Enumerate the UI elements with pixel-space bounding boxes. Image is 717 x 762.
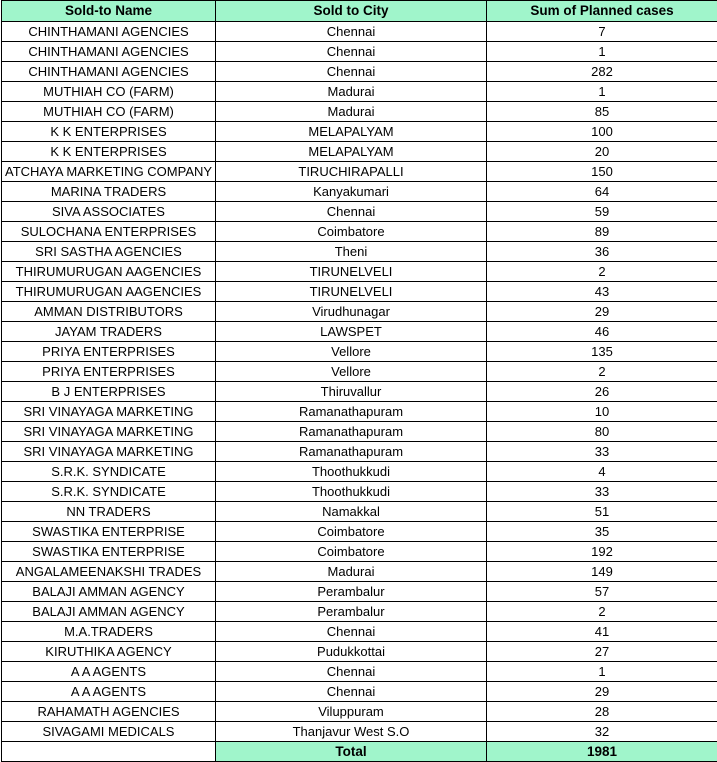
table-row bbox=[2, 462, 717, 482]
table-row bbox=[2, 282, 717, 302]
planned-cases-cell[interactable]: 282 bbox=[487, 62, 717, 82]
total-row bbox=[2, 742, 717, 762]
planned-cases-cell[interactable]: 192 bbox=[487, 542, 717, 562]
planned-cases-cell[interactable]: 33 bbox=[487, 482, 717, 502]
table-row bbox=[2, 482, 717, 502]
table-row bbox=[2, 182, 717, 202]
planned-cases-cell[interactable]: 4 bbox=[487, 462, 717, 482]
sold-to-name-cell[interactable]: K K ENTERPRISES bbox=[2, 122, 216, 142]
sold-to-name-cell[interactable]: PRIYA ENTERPRISES bbox=[2, 342, 216, 362]
planned-cases-cell[interactable]: 41 bbox=[487, 622, 717, 642]
sold-to-city-cell[interactable]: Madurai bbox=[216, 82, 487, 102]
sold-to-city-cell[interactable]: Madurai bbox=[216, 102, 487, 122]
sold-to-name-cell[interactable]: SWASTIKA ENTERPRISE bbox=[2, 522, 216, 542]
sold-to-city-cell[interactable]: TIRUNELVELI bbox=[216, 262, 487, 282]
table-row bbox=[2, 582, 717, 602]
sold-to-city-cell[interactable]: MELAPALYAM bbox=[216, 122, 487, 142]
planned-cases-cell[interactable]: 149 bbox=[487, 562, 717, 582]
sold-to-name-cell[interactable]: A A AGENTS bbox=[2, 682, 216, 702]
sold-to-city-cell[interactable]: Thoothukkudi bbox=[216, 482, 487, 502]
table-row bbox=[2, 162, 717, 182]
sold-to-name-cell[interactable]: SRI SASTHA AGENCIES bbox=[2, 242, 216, 262]
table-row bbox=[2, 102, 717, 122]
table-body bbox=[2, 22, 717, 742]
table-row bbox=[2, 82, 717, 102]
planned-cases-cell[interactable]: 100 bbox=[487, 122, 717, 142]
table-row bbox=[2, 42, 717, 62]
planned-cases-cell[interactable]: 26 bbox=[487, 382, 717, 402]
sold-to-name-cell[interactable]: JAYAM TRADERS bbox=[2, 322, 216, 342]
planned-cases-cell[interactable]: 2 bbox=[487, 602, 717, 622]
sold-to-city-cell[interactable]: Chennai bbox=[216, 662, 487, 682]
sold-to-name-cell[interactable]: SIVAGAMI MEDICALS bbox=[2, 722, 216, 742]
sold-to-name-cell[interactable]: CHINTHAMANI AGENCIES bbox=[2, 62, 216, 82]
planned-cases-cell[interactable]: 20 bbox=[487, 142, 717, 162]
planned-cases-cell[interactable]: 10 bbox=[487, 402, 717, 422]
sold-to-city-cell[interactable]: Chennai bbox=[216, 42, 487, 62]
table-row bbox=[2, 702, 717, 722]
planned-cases-cell[interactable]: 32 bbox=[487, 722, 717, 742]
planned-cases-cell[interactable]: 150 bbox=[487, 162, 717, 182]
sold-to-name-cell[interactable]: SRI VINAYAGA MARKETING bbox=[2, 442, 216, 462]
sold-to-name-cell[interactable]: NN TRADERS bbox=[2, 502, 216, 522]
table-row bbox=[2, 122, 717, 142]
planned-cases-cell[interactable]: 1 bbox=[487, 662, 717, 682]
sold-to-city-cell[interactable]: Ramanathapuram bbox=[216, 422, 487, 442]
sold-to-city-cell[interactable]: Thiruvallur bbox=[216, 382, 487, 402]
sold-to-city-cell[interactable]: TIRUNELVELI bbox=[216, 282, 487, 302]
table-row bbox=[2, 542, 717, 562]
sold-to-city-cell[interactable]: MELAPALYAM bbox=[216, 142, 487, 162]
sold-to-name-cell[interactable]: SULOCHANA ENTERPRISES bbox=[2, 222, 216, 242]
planned-cases-cell[interactable]: 51 bbox=[487, 502, 717, 522]
total-value-cell[interactable]: 1981 bbox=[487, 742, 717, 762]
sold-to-city-cell[interactable]: Ramanathapuram bbox=[216, 442, 487, 462]
table-row bbox=[2, 262, 717, 282]
table-row bbox=[2, 622, 717, 642]
table-row bbox=[2, 642, 717, 662]
sold-to-city-cell[interactable]: LAWSPET bbox=[216, 322, 487, 342]
sold-to-city-cell[interactable]: Vellore bbox=[216, 362, 487, 382]
sold-to-name-cell[interactable]: PRIYA ENTERPRISES bbox=[2, 362, 216, 382]
planned-cases-cell[interactable]: 29 bbox=[487, 302, 717, 322]
table-row bbox=[2, 662, 717, 682]
col-header-sold-to-city[interactable]: Sold to City bbox=[216, 1, 487, 22]
sold-to-city-cell[interactable]: Namakkal bbox=[216, 502, 487, 522]
col-header-sum-planned-cases[interactable]: Sum of Planned cases bbox=[487, 1, 717, 22]
table-row bbox=[2, 362, 717, 382]
sold-to-city-cell[interactable]: Coimbatore bbox=[216, 522, 487, 542]
table-row bbox=[2, 442, 717, 462]
sold-to-name-cell[interactable]: A A AGENTS bbox=[2, 662, 216, 682]
header-row bbox=[2, 1, 717, 22]
table-row bbox=[2, 522, 717, 542]
sold-to-name-cell[interactable]: MUTHIAH CO (FARM) bbox=[2, 82, 216, 102]
sold-to-name-cell[interactable]: MARINA TRADERS bbox=[2, 182, 216, 202]
sold-to-city-cell[interactable]: Kanyakumari bbox=[216, 182, 487, 202]
planned-cases-cell[interactable]: 29 bbox=[487, 682, 717, 702]
col-header-sold-to-name[interactable]: Sold-to Name bbox=[2, 1, 216, 22]
sold-to-name-cell[interactable]: SRI VINAYAGA MARKETING bbox=[2, 422, 216, 442]
planned-cases-cell[interactable]: 135 bbox=[487, 342, 717, 362]
sold-to-city-cell[interactable]: Theni bbox=[216, 242, 487, 262]
total-label-cell[interactable]: Total bbox=[216, 742, 487, 762]
sold-to-city-cell[interactable]: Ramanathapuram bbox=[216, 402, 487, 422]
sold-to-name-cell[interactable]: SWASTIKA ENTERPRISE bbox=[2, 542, 216, 562]
planned-cases-cell[interactable]: 80 bbox=[487, 422, 717, 442]
sold-to-city-cell[interactable]: Coimbatore bbox=[216, 222, 487, 242]
total-spacer-cell bbox=[2, 742, 216, 762]
sold-to-name-cell[interactable]: AMMAN DISTRIBUTORS bbox=[2, 302, 216, 322]
table-row bbox=[2, 222, 717, 242]
sold-to-city-cell[interactable]: Thoothukkudi bbox=[216, 462, 487, 482]
sold-to-name-cell[interactable]: CHINTHAMANI AGENCIES bbox=[2, 22, 216, 42]
table-row bbox=[2, 382, 717, 402]
planned-cases-cell[interactable]: 85 bbox=[487, 102, 717, 122]
sold-to-city-cell[interactable]: TIRUCHIRAPALLI bbox=[216, 162, 487, 182]
sold-to-name-cell[interactable]: M.A.TRADERS bbox=[2, 622, 216, 642]
sold-to-city-cell[interactable]: Chennai bbox=[216, 62, 487, 82]
sold-to-city-cell[interactable]: Chennai bbox=[216, 202, 487, 222]
sold-to-name-cell[interactable]: THIRUMURUGAN AAGENCIES bbox=[2, 282, 216, 302]
table-row bbox=[2, 322, 717, 342]
planned-cases-cell[interactable]: 1 bbox=[487, 42, 717, 62]
planned-cases-cell[interactable]: 2 bbox=[487, 362, 717, 382]
sold-to-city-cell[interactable]: Perambalur bbox=[216, 602, 487, 622]
table-row bbox=[2, 722, 717, 742]
planned-cases-cell[interactable]: 59 bbox=[487, 202, 717, 222]
sold-to-city-cell[interactable]: Madurai bbox=[216, 562, 487, 582]
planned-cases-cell[interactable]: 33 bbox=[487, 442, 717, 462]
table-row bbox=[2, 502, 717, 522]
table-row bbox=[2, 242, 717, 262]
table-row bbox=[2, 302, 717, 322]
planned-cases-cell[interactable]: 46 bbox=[487, 322, 717, 342]
sold-to-city-cell[interactable]: Thanjavur West S.O bbox=[216, 722, 487, 742]
sold-to-city-cell[interactable]: Virudhunagar bbox=[216, 302, 487, 322]
planned-cases-cell[interactable]: 43 bbox=[487, 282, 717, 302]
sold-to-city-cell[interactable]: Chennai bbox=[216, 622, 487, 642]
table-row bbox=[2, 602, 717, 622]
sold-to-name-cell[interactable]: RAHAMATH AGENCIES bbox=[2, 702, 216, 722]
sold-to-name-cell[interactable]: B J ENTERPRISES bbox=[2, 382, 216, 402]
sold-to-city-cell[interactable]: Coimbatore bbox=[216, 542, 487, 562]
planned-cases-cell[interactable]: 28 bbox=[487, 702, 717, 722]
table-row bbox=[2, 22, 717, 42]
planned-cases-cell[interactable]: 27 bbox=[487, 642, 717, 662]
sold-to-name-cell[interactable]: S.R.K. SYNDICATE bbox=[2, 482, 216, 502]
table-row bbox=[2, 682, 717, 702]
sold-to-name-cell[interactable]: ANGALAMEENAKSHI TRADES bbox=[2, 562, 216, 582]
planned-cases-cell[interactable]: 57 bbox=[487, 582, 717, 602]
table-row bbox=[2, 342, 717, 362]
sold-to-name-cell[interactable]: S.R.K. SYNDICATE bbox=[2, 462, 216, 482]
sold-to-name-cell[interactable]: THIRUMURUGAN AAGENCIES bbox=[2, 262, 216, 282]
pivot-table bbox=[1, 0, 717, 762]
planned-cases-cell[interactable]: 89 bbox=[487, 222, 717, 242]
sold-to-name-cell[interactable]: ATCHAYA MARKETING COMPANY bbox=[2, 162, 216, 182]
table-row bbox=[2, 562, 717, 582]
table-row bbox=[2, 402, 717, 422]
table-row bbox=[2, 62, 717, 82]
planned-cases-cell[interactable]: 36 bbox=[487, 242, 717, 262]
sold-to-city-cell[interactable]: Chennai bbox=[216, 682, 487, 702]
sold-to-city-cell[interactable]: Chennai bbox=[216, 22, 487, 42]
planned-cases-cell[interactable]: 64 bbox=[487, 182, 717, 202]
sold-to-name-cell[interactable]: K K ENTERPRISES bbox=[2, 142, 216, 162]
planned-cases-cell[interactable]: 35 bbox=[487, 522, 717, 542]
sold-to-name-cell[interactable]: SIVA ASSOCIATES bbox=[2, 202, 216, 222]
sold-to-name-cell[interactable]: MUTHIAH CO (FARM) bbox=[2, 102, 216, 122]
planned-cases-cell[interactable]: 2 bbox=[487, 262, 717, 282]
sold-to-name-cell[interactable]: CHINTHAMANI AGENCIES bbox=[2, 42, 216, 62]
sold-to-name-cell[interactable]: BALAJI AMMAN AGENCY bbox=[2, 582, 216, 602]
table-row bbox=[2, 202, 717, 222]
sold-to-city-cell[interactable]: Viluppuram bbox=[216, 702, 487, 722]
table-row bbox=[2, 422, 717, 442]
sold-to-city-cell[interactable]: Perambalur bbox=[216, 582, 487, 602]
sold-to-city-cell[interactable]: Pudukkottai bbox=[216, 642, 487, 662]
sold-to-name-cell[interactable]: SRI VINAYAGA MARKETING bbox=[2, 402, 216, 422]
planned-cases-cell[interactable]: 1 bbox=[487, 82, 717, 102]
sold-to-name-cell[interactable]: KIRUTHIKA AGENCY bbox=[2, 642, 216, 662]
table-row bbox=[2, 142, 717, 162]
planned-cases-cell[interactable]: 7 bbox=[487, 22, 717, 42]
sold-to-city-cell[interactable]: Vellore bbox=[216, 342, 487, 362]
sold-to-name-cell[interactable]: BALAJI AMMAN AGENCY bbox=[2, 602, 216, 622]
